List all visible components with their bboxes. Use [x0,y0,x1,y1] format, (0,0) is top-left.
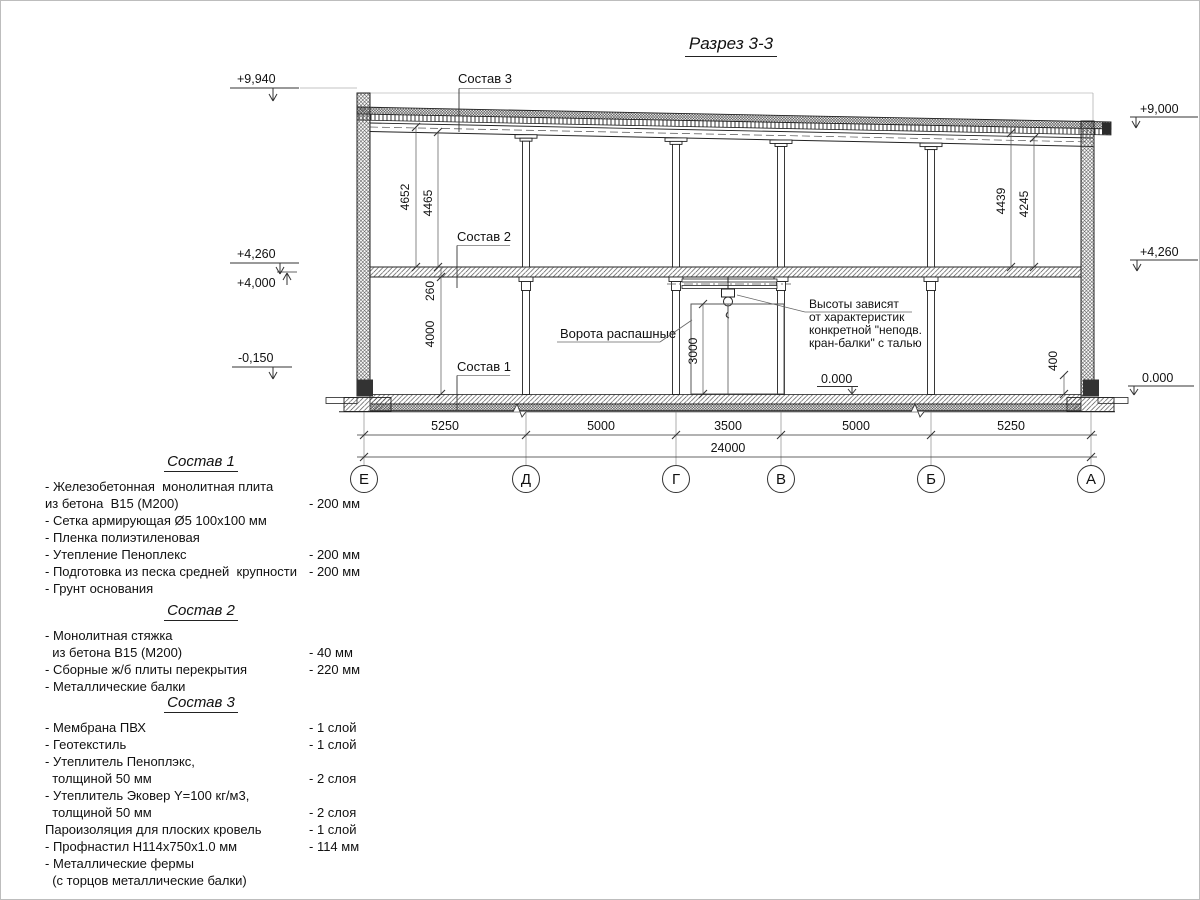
elev-0000-floor: 0.000 [821,372,853,386]
dim-gate-3000 [686,300,707,398]
columns-2f [515,135,942,267]
item-text: - Мембрана ПВХ [45,720,146,735]
dim-4465: 4465 [421,189,435,217]
dim-5000-2: 5000 [842,419,870,433]
dim-line-total [357,441,1097,461]
column-1f-v [774,277,788,395]
item-text: (с торцов металлические балки) [45,873,247,888]
item-text: - Утепление Пеноплекс [45,547,187,562]
elev-4260-right: +4,260 [1140,245,1179,259]
list-item [45,628,375,645]
list-item [45,564,375,581]
list-item [45,839,375,856]
crane-note-line4: кран-балки" с талью [809,336,922,350]
crane-beam [667,277,791,318]
gate [691,304,784,394]
list-sostav-2 [45,602,375,696]
list-sostav-3-heading [45,694,357,713]
item-value: - 220 мм [309,662,361,677]
callout-sostav3-label: Состав 3 [458,71,512,86]
dim-3500: 3500 [714,419,742,433]
dim-4439: 4439 [994,187,1008,215]
list-sostav-1-heading-text: Состав 1 [164,453,238,472]
column-2f-v [770,140,792,267]
item-text: Пароизоляция для плоских кровель [45,822,262,837]
dim-3000: 3000 [686,337,700,365]
grid-bubbles [351,466,1105,493]
list-sostav-3-items [45,720,375,890]
list-item [45,645,375,662]
dim-4000: 4000 [423,320,437,348]
item-value: - 2 слоя [309,771,357,786]
list-sostav-1-items [45,479,375,598]
list-item [45,479,375,496]
floor-bedding [370,404,1081,411]
item-text: - Геотекстиль [45,737,127,752]
item-text: - Сетка армирующая Ø5 100х100 мм [45,513,267,528]
elev-9940: +9,940 [237,72,276,86]
elevation-marks-right [1128,102,1198,395]
item-text: - Утеплитель Эковер Y=100 кг/м3, [45,788,250,803]
gate-label: Ворота распашные [560,326,677,341]
roof [357,107,1111,147]
elev-9000: +9,000 [1140,102,1179,116]
callout-sostav2-label: Состав 2 [457,229,511,244]
list-item [45,771,375,788]
elev-4260-left: +4,260 [237,247,276,261]
elevation-mark-floor [817,372,858,394]
list-item [45,530,375,547]
dim-4245: 4245 [1017,190,1031,218]
callout-sostav1-label: Состав 1 [457,359,511,374]
elev-minus-0150: -0,150 [238,351,274,365]
floor-slab-2f [370,267,1081,277]
dim-5250-2: 5250 [997,419,1025,433]
column-2f-d [515,135,537,267]
item-value: - 200 мм [309,547,361,562]
column-1f-d [519,277,533,395]
item-text: - Подготовка из песка средней крупности [45,564,297,579]
column-2f-b [920,143,942,267]
item-value: - 2 слоя [309,805,357,820]
right-wall [1081,121,1094,396]
ground-floor [326,380,1128,418]
list-sostav-3 [45,694,375,890]
left-pedestal [357,380,373,397]
item-value: - 40 мм [309,645,353,660]
item-text: толщиной 50 мм [45,805,152,820]
dim-5000-1: 5000 [587,419,615,433]
item-text: толщиной 50 мм [45,771,152,786]
list-item [45,856,375,873]
item-text: - Сборные ж/б плиты перекрытия [45,662,248,677]
list-item [45,662,375,679]
item-text: - Металлические балки [45,679,186,694]
list-item [45,496,375,513]
list-item [45,754,375,771]
drawing-title-text: Разрез 3-3 [685,34,777,57]
crane-note-line2: от характеристик [809,310,905,324]
axis-D: Д [520,471,532,488]
list-item [45,513,375,530]
list-item [45,788,375,805]
vertical-dims [412,123,1068,398]
item-value: - 114 мм [309,839,360,854]
item-text: - Грунт основания [45,581,154,596]
list-sostav-2-heading [45,602,357,621]
list-sostav-1 [45,453,375,598]
list-sostav-2-heading-text: Состав 2 [164,602,238,621]
axis-V: В [775,471,787,488]
item-text: - Пленка полиэтиленовая [45,530,200,545]
list-item [45,873,375,890]
callout-sostav2 [457,229,511,288]
dim-5250-1: 5250 [431,419,459,433]
crane-note-line1: Высоты зависят [809,297,899,311]
item-text: - Монолитная стяжка [45,628,173,643]
list-item [45,547,375,564]
right-pedestal [1083,380,1099,397]
section-drawing [1,1,1200,521]
left-footing [344,398,391,412]
column-2f-g [665,138,687,267]
list-item [45,822,375,839]
item-value: - 200 мм [309,496,361,511]
list-sostav-1-heading [45,453,357,472]
dim-line-bays [357,419,1097,439]
item-text: - Профнастил Н114х750х1.0 мм [45,839,238,854]
dim-ticks [412,123,1068,398]
roof-edge-cap [1102,123,1111,135]
list-item [45,720,375,737]
list-item [45,805,375,822]
list-sostav-2-items [45,628,375,696]
item-text: из бетона В15 (М200) [45,496,179,511]
item-text: - Железобетонная монолитная плита [45,479,274,494]
column-1f-b [924,277,938,395]
callout-crane-note [737,295,922,350]
dim-4652: 4652 [398,183,412,211]
right-footing [1067,398,1114,412]
callout-gate [557,320,692,342]
dim-24000: 24000 [710,441,746,455]
item-text: - Металлические фермы [45,856,194,871]
item-value: - 1 слой [309,737,357,752]
crane-note-line3: конкретной "неподв. [809,323,922,337]
elev-4000: +4,000 [237,276,276,290]
dim-400: 400 [1046,350,1060,372]
list-item [45,581,375,598]
item-text: из бетона В15 (М200) [45,645,183,660]
floor-slab-1f [370,395,1081,405]
list-item [45,737,375,754]
item-text: - Утеплитель Пеноплэкс, [45,754,195,769]
elev-0000-right: 0.000 [1142,371,1174,385]
axis-E: Е [358,471,370,488]
axis-G: Г [671,471,681,488]
item-value: - 1 слой [309,720,357,735]
left-wall [357,93,370,396]
dim-260: 260 [423,280,437,302]
list-sostav-3-heading-text: Состав 3 [164,694,238,713]
axis-B: Б [926,471,936,488]
axis-A: А [1085,471,1097,488]
elevation-marks-left [230,72,299,379]
item-value: - 1 слой [309,822,357,837]
item-value: - 200 мм [309,564,361,579]
